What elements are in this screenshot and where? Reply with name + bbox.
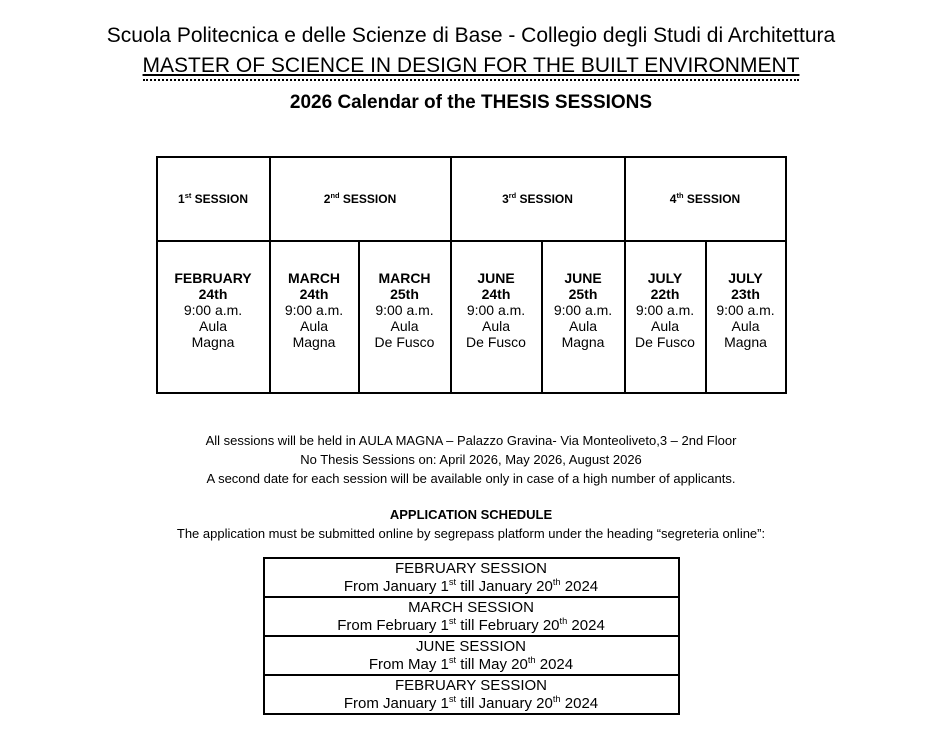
page-title: Scuola Politecnica e delle Scienze di Base - Collegio degli Studi di Architettura xyxy=(106,24,836,47)
ordinal-suffix: st xyxy=(448,576,457,587)
application-session-name: FEBRUARY SESSION xyxy=(395,677,547,694)
session-time: 9:00 a.m. xyxy=(553,302,613,318)
application-cell xyxy=(264,636,679,675)
session-room-line2: Magna xyxy=(191,334,235,350)
dates-text: From January 1 xyxy=(343,577,449,595)
session-header-label: SESSION xyxy=(516,192,573,206)
session-slot xyxy=(706,241,786,393)
session-day: 24th xyxy=(481,286,511,302)
session-day: 25th xyxy=(390,286,419,302)
ordinal-suffix: th xyxy=(552,576,561,587)
session-month: MARCH xyxy=(378,270,431,286)
session-day: 24th xyxy=(198,286,228,302)
note-line-second-date: A second date for each session will be available only in case of a high number of applicants. xyxy=(206,471,736,486)
application-session-dates xyxy=(271,656,672,674)
application-session-dates xyxy=(271,617,672,635)
session-time: 9:00 a.m. xyxy=(183,302,243,318)
calendar-title: 2026 Calendar of the THESIS SESSIONS xyxy=(289,92,653,113)
application-session-dates xyxy=(271,695,672,713)
application-row xyxy=(264,636,679,675)
program-title-text: MASTER OF SCIENCE IN DESIGN FOR THE BUILT ENVIRONMENT xyxy=(143,54,800,81)
dates-text: till January 20 xyxy=(456,577,553,595)
session-ordinal: 3 xyxy=(502,192,509,206)
session-room-line2: Magna xyxy=(724,334,767,350)
session-ordinal: 2 xyxy=(323,192,331,206)
ordinal-suffix: rd xyxy=(508,191,517,200)
dates-text: till January 20 xyxy=(456,694,553,712)
session-room-line1: Aula xyxy=(390,318,419,334)
dates-text: till February 20 xyxy=(456,616,560,634)
session-time: 9:00 a.m. xyxy=(635,302,695,318)
session-day: 23th xyxy=(731,286,760,302)
session-header-label: SESSION xyxy=(339,192,397,206)
session-month: MARCH xyxy=(287,270,341,286)
note-line-no-sessions: No Thesis Sessions on: April 2026, May 2026, August 2026 xyxy=(300,452,642,467)
session-room-line2: De Fusco xyxy=(374,334,435,350)
session-slot xyxy=(625,241,706,393)
dates-text: From January 1 xyxy=(343,694,449,712)
session-header-label: SESSION xyxy=(191,192,248,206)
session-room-line2: De Fusco xyxy=(635,334,695,350)
note-line-venue: All sessions will be held in AULA MAGNA – Palazzo Gravina- Via Monteoliveto,3 – 2nd Floor xyxy=(205,433,737,448)
session-day: 25th xyxy=(568,286,598,302)
ordinal-suffix: th xyxy=(552,693,561,704)
session-month: JULY xyxy=(647,270,683,286)
dates-text: 2024 xyxy=(567,616,605,634)
application-session-name: JUNE SESSION xyxy=(415,638,527,655)
dates-text: 2024 xyxy=(560,694,599,712)
session-header-1 xyxy=(157,157,270,241)
application-intro: The application must be submitted online by segrepass platform under the heading “segreteria online”: xyxy=(176,526,766,541)
session-month: JULY xyxy=(728,270,763,286)
session-room-line2: De Fusco xyxy=(466,334,526,350)
session-ordinal: 4 xyxy=(669,192,677,206)
sessions-header-row xyxy=(157,157,786,241)
session-month: FEBRUARY xyxy=(174,270,252,286)
session-header-label: SESSION xyxy=(683,192,741,206)
session-room-line2: Magna xyxy=(561,334,605,350)
application-session-name: FEBRUARY SESSION xyxy=(395,560,547,577)
program-title xyxy=(0,54,942,81)
ordinal-suffix: nd xyxy=(330,191,340,200)
session-time: 9:00 a.m. xyxy=(284,302,344,318)
dates-text: From February 1 xyxy=(337,616,449,634)
session-day: 24th xyxy=(299,286,329,302)
session-room-line2: Magna xyxy=(292,334,336,350)
session-room-line1: Aula xyxy=(481,318,511,334)
session-room-line1: Aula xyxy=(731,318,760,334)
dates-text: 2024 xyxy=(560,577,599,595)
session-time: 9:00 a.m. xyxy=(466,302,526,318)
ordinal-suffix: st xyxy=(448,615,457,626)
ordinal-suffix: th xyxy=(559,615,568,626)
session-time: 9:00 a.m. xyxy=(375,302,434,318)
session-room-line1: Aula xyxy=(299,318,329,334)
session-header-4 xyxy=(625,157,786,241)
application-row xyxy=(264,597,679,636)
dates-text: till May 20 xyxy=(456,655,528,673)
ordinal-suffix: st xyxy=(448,693,457,704)
application-cell xyxy=(264,597,679,636)
session-slot xyxy=(157,241,270,393)
session-time: 9:00 a.m. xyxy=(716,302,775,318)
ordinal-suffix: st xyxy=(184,191,192,200)
session-slot xyxy=(270,241,359,393)
sessions-table xyxy=(156,156,787,394)
dates-text: From May 1 xyxy=(368,655,449,673)
session-month: JUNE xyxy=(477,270,515,286)
sessions-body-row xyxy=(157,241,786,393)
application-session-name: MARCH SESSION xyxy=(408,599,534,616)
application-cell xyxy=(264,675,679,714)
notes-block xyxy=(0,431,942,488)
application-schedule-heading: APPLICATION SCHEDULE xyxy=(389,507,553,522)
session-room-line1: Aula xyxy=(198,318,228,334)
dates-text: 2024 xyxy=(535,655,574,673)
session-room-line1: Aula xyxy=(568,318,598,334)
application-row xyxy=(264,558,679,597)
application-cell xyxy=(264,558,679,597)
application-table xyxy=(263,557,680,715)
session-room-line1: Aula xyxy=(650,318,680,334)
session-header-2 xyxy=(270,157,451,241)
session-header-3 xyxy=(451,157,625,241)
session-day: 22th xyxy=(650,286,680,302)
application-session-dates xyxy=(271,578,672,596)
session-month: JUNE xyxy=(564,270,602,286)
ordinal-suffix: th xyxy=(676,191,684,200)
ordinal-suffix: st xyxy=(448,654,457,665)
ordinal-suffix: th xyxy=(527,654,536,665)
session-slot xyxy=(359,241,451,393)
session-slot xyxy=(451,241,542,393)
application-row xyxy=(264,675,679,714)
session-slot xyxy=(542,241,625,393)
session-ordinal: 1 xyxy=(178,192,185,206)
